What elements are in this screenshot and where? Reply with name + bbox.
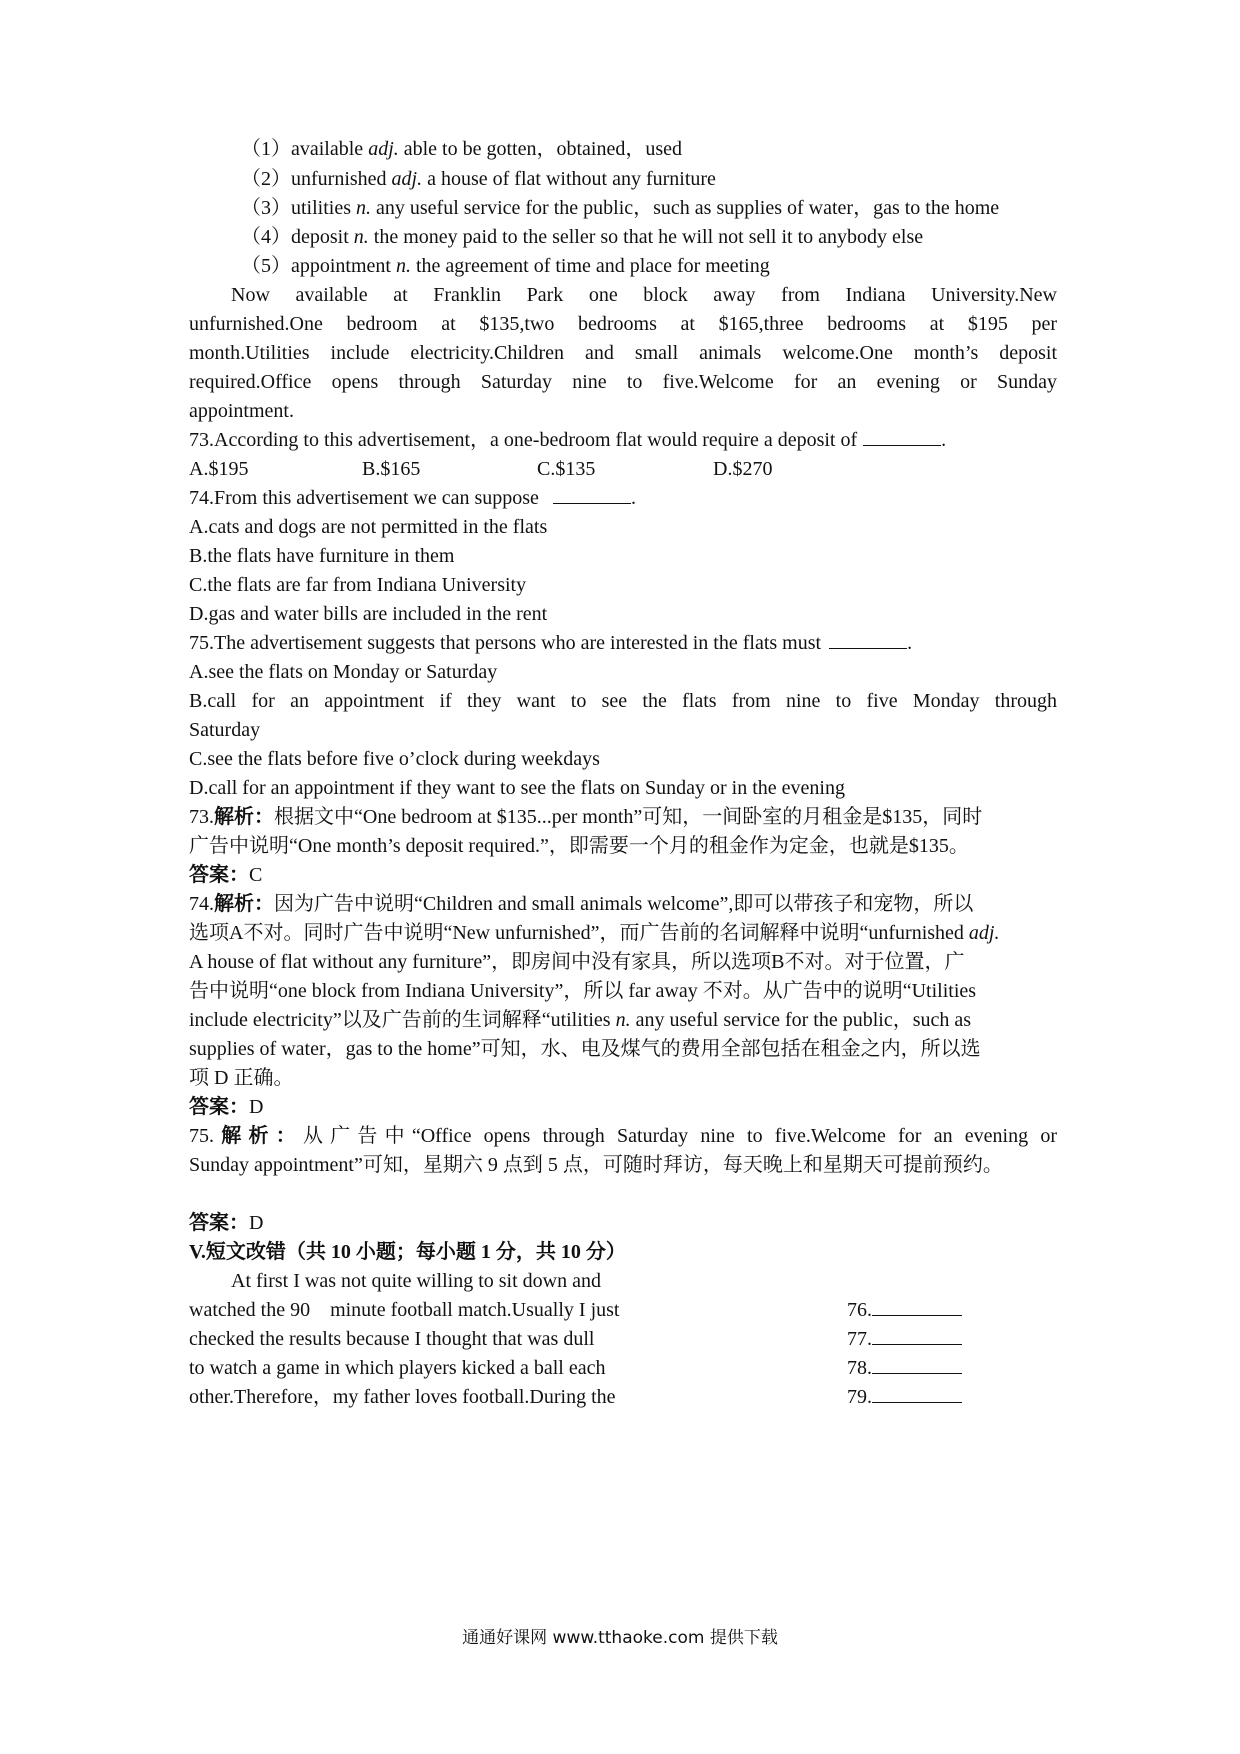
correction-slot-79: 79. xyxy=(847,1385,962,1409)
option-a: A.cats and dogs are not permitted in the flats xyxy=(189,516,548,538)
option-c: C.see the flats before five o’clock during weekdays xyxy=(189,748,600,770)
analysis-74: 74.解析：因为广告中说明“Children and small animals welcome”,即可以带孩子和宠物，所以 xyxy=(189,893,974,915)
option-c: C.the flats are far from Indiana University xyxy=(189,574,527,596)
answer-blank xyxy=(872,1356,962,1374)
question-75: 75.The advertisement suggests that persons who are interested in the flats must . xyxy=(189,632,913,654)
ad-text-line: appointment. xyxy=(189,400,294,422)
ad-text-line: required.Office opens through Saturday nine to five.Welcome for an evening or Sunday xyxy=(189,371,1057,393)
option-d: D.call for an appointment if they want to see the flats on Sunday or in the evening xyxy=(189,777,845,799)
option-b: B.$165 xyxy=(362,458,421,480)
ad-text-line: Now available at Franklin Park one block away from Indiana University.New xyxy=(231,284,1057,306)
answer-blank xyxy=(553,486,631,504)
answer-blank xyxy=(863,428,941,446)
option-d: D.gas and water bills are included in the rent xyxy=(189,603,548,625)
section-title: V.短文改错（共 10 小题；每小题 1 分，共 10 分） xyxy=(189,1241,626,1263)
vocab-item: （1）available adj. able to be gotten，obtained，used xyxy=(241,138,683,160)
passage-line: to watch a game in which players kicked a ball each xyxy=(189,1357,606,1379)
answer-74: 答案：D xyxy=(189,1096,264,1118)
passage-line: other.Therefore，my father loves football.During the xyxy=(189,1386,616,1408)
correction-slot-78: 78. xyxy=(847,1356,962,1380)
option-b-continued: Saturday xyxy=(189,719,261,741)
vocab-item: （3）utilities n. any useful service for the public，such as supplies of water，gas to the home xyxy=(241,197,1000,219)
passage-line: watched the 90 minute football match.Usually I just xyxy=(189,1299,620,1321)
vocab-item: （2）unfurnished adj. a house of flat without any furniture xyxy=(241,168,716,190)
option-c: C.$135 xyxy=(537,458,596,480)
analysis-73: 73.解析：根据文中“One bedroom at $135...per month”可知，一间卧室的月租金是$135，同时 xyxy=(189,806,983,828)
analysis-74-continued: 选项A不对。同时广告中说明“New unfurnished”，而广告前的名词解释中说明“unfurnished adj. xyxy=(189,922,1000,944)
analysis-74-continued: A house of flat without any furniture”，即房间中没有家具，所以选项B不对。对于位置，广 xyxy=(189,951,965,973)
question-73: 73.According to this advertisement，a one-bedroom flat would require a deposit of . xyxy=(189,429,947,451)
analysis-74-continued: 项 D 正确。 xyxy=(189,1067,294,1089)
page-footer: 通通好课网 www.tthaoke.com 提供下载 xyxy=(462,1628,778,1648)
answer-blank xyxy=(872,1327,962,1345)
correction-slot-77: 77. xyxy=(847,1327,962,1351)
option-b: B.the flats have furniture in them xyxy=(189,545,455,567)
question-74: 74.From this advertisement we can suppose . xyxy=(189,487,636,509)
ad-text-line: unfurnished.One bedroom at $135,two bedrooms at $165,three bedrooms at $195 per xyxy=(189,313,1057,335)
option-a: A.see the flats on Monday or Saturday xyxy=(189,661,498,683)
answer-blank xyxy=(829,631,907,649)
ad-text-line: month.Utilities include electricity.Children and small animals welcome.One month’s deposit xyxy=(189,342,1057,364)
analysis-75: 75.解析：从广告中“Office opens through Saturday nine to five.Welcome for an evening or xyxy=(189,1125,1058,1147)
passage-line: checked the results because I thought that was dull xyxy=(189,1328,595,1350)
option-d: D.$270 xyxy=(713,458,773,480)
analysis-74-continued: include electricity”以及广告前的生词解释“utilities n. any useful service for the public，such as xyxy=(189,1009,972,1031)
vocab-item: （5）appointment n. the agreement of time and place for meeting xyxy=(241,255,770,277)
passage-line: At first I was not quite willing to sit down and xyxy=(231,1270,601,1292)
correction-slot-76: 76. xyxy=(847,1298,962,1322)
option-b: B.call for an appointment if they want to see the flats from nine to five Monday through xyxy=(189,690,1057,712)
vocab-item: （4）deposit n. the money paid to the seller so that he will not sell it to anybody else xyxy=(241,226,924,248)
analysis-74-continued: 告中说明“one block from Indiana University”，所以 far away 不对。从广告中的说明“Utilities xyxy=(189,980,977,1002)
answer-73: 答案：C xyxy=(189,864,263,886)
analysis-73-continued: 广告中说明“One month’s deposit required.”，即需要一个月的租金作为定金，也就是$135。 xyxy=(189,835,969,857)
answer-blank xyxy=(872,1385,962,1403)
analysis-75-continued: Sunday appointment”可知，星期六 9 点到 5 点，可随时拜访，每天晚上和星期天可提前预约。 xyxy=(189,1154,1003,1176)
option-a: A.$195 xyxy=(189,458,249,480)
answer-75: 答案：D xyxy=(189,1212,264,1234)
analysis-74-continued: supplies of water，gas to the home”可知，水、电及煤气的费用全部包括在租金之内，所以选 xyxy=(189,1038,981,1060)
answer-blank xyxy=(872,1298,962,1316)
